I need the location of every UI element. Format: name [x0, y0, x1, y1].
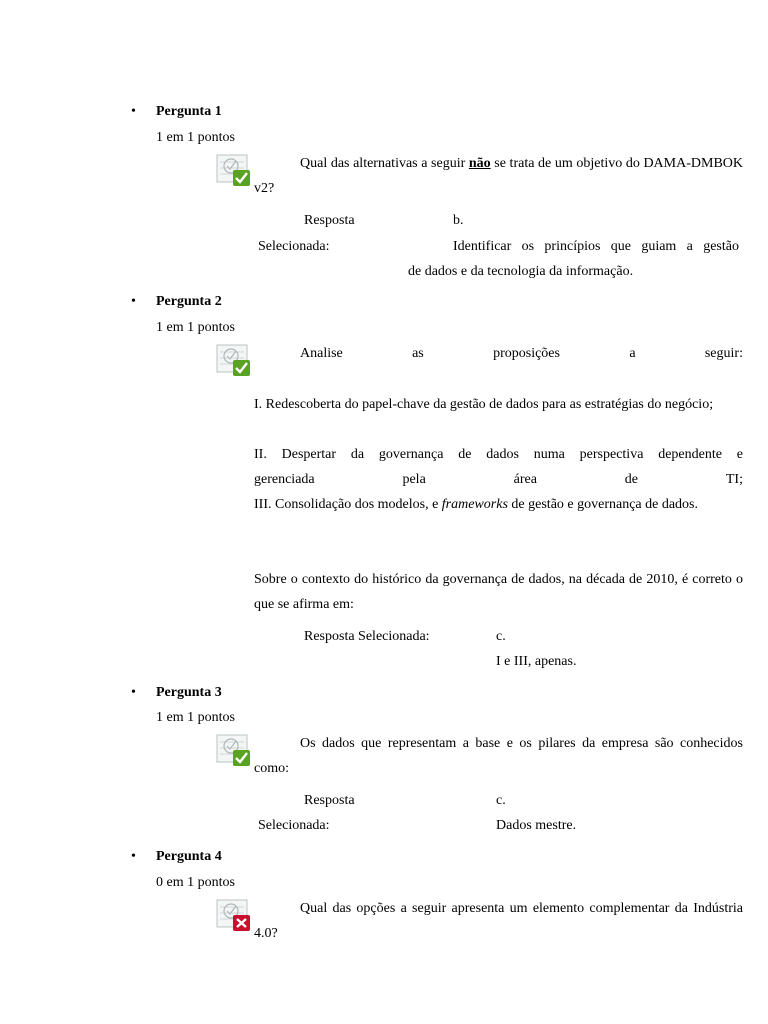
answer-letter: c. — [496, 629, 506, 644]
question-points: 0 em 1 pontos — [156, 875, 235, 890]
correct-check-icon — [216, 344, 252, 376]
answer-text: Dados mestre. — [496, 818, 577, 833]
question-title: Pergunta 1 — [156, 104, 222, 119]
question-title: Pergunta 2 — [156, 294, 222, 309]
frameworks-term: frameworks — [441, 497, 508, 512]
question-points: 1 em 1 pontos — [156, 710, 235, 725]
question-text: Qual das opções a seguir apresenta um elemento complementar da Indústria 4.0? — [254, 901, 743, 941]
answer-text: I e III, apenas. — [496, 654, 577, 669]
question-text: Os dados que representam a base e os pilares da empresa são conhecidos como: — [254, 736, 743, 776]
question-title: Pergunta 4 — [156, 849, 222, 864]
correct-check-icon — [216, 154, 252, 186]
answer-label: Resposta — [304, 793, 355, 808]
answer-letter: c. — [496, 793, 506, 808]
bullet: • — [131, 849, 136, 864]
bullet: • — [131, 685, 136, 700]
answer-label: Resposta Selecionada: — [304, 629, 430, 644]
answer-letter: b. — [453, 213, 464, 228]
emphasis-nao: não — [468, 156, 491, 171]
answer-label: Resposta — [304, 213, 355, 228]
question-context: Sobre o contexto do histórico da governança de dados, na década de 2010, é correto o que se afirma em: — [254, 572, 743, 612]
question-points: 1 em 1 pontos — [156, 320, 235, 335]
incorrect-cross-icon — [216, 899, 252, 931]
question-points: 1 em 1 pontos — [156, 130, 235, 145]
question-intro: Analise as proposições a seguir: — [300, 346, 743, 361]
proposition-1: I. Redescoberta do papel-chave da gestão de dados para as estratégias do negócio; — [254, 397, 714, 412]
question-title: Pergunta 3 — [156, 685, 222, 700]
bullet: • — [131, 104, 136, 119]
answer-label: Selecionada: — [258, 818, 330, 833]
proposition-3: III. Consolidação dos modelos, e frameworks de gestão e governança de dados. — [254, 497, 699, 512]
answer-label: Selecionada: — [258, 239, 330, 254]
question-text: Qual das alternativas a seguir não se trata de um objetivo do DAMA-DMBOK v2? — [254, 156, 744, 196]
proposition-2: II. Despertar da governança de dados numa perspectiva dependente e — [254, 447, 743, 462]
answer-text: de dados e da tecnologia da informação. — [408, 264, 634, 279]
proposition-2-cont: gerenciada pela área de TI; — [254, 472, 743, 487]
answer-text: Identificar os princípios que guiam a gestão — [453, 239, 739, 254]
correct-check-icon — [216, 734, 252, 766]
bullet: • — [131, 294, 136, 309]
